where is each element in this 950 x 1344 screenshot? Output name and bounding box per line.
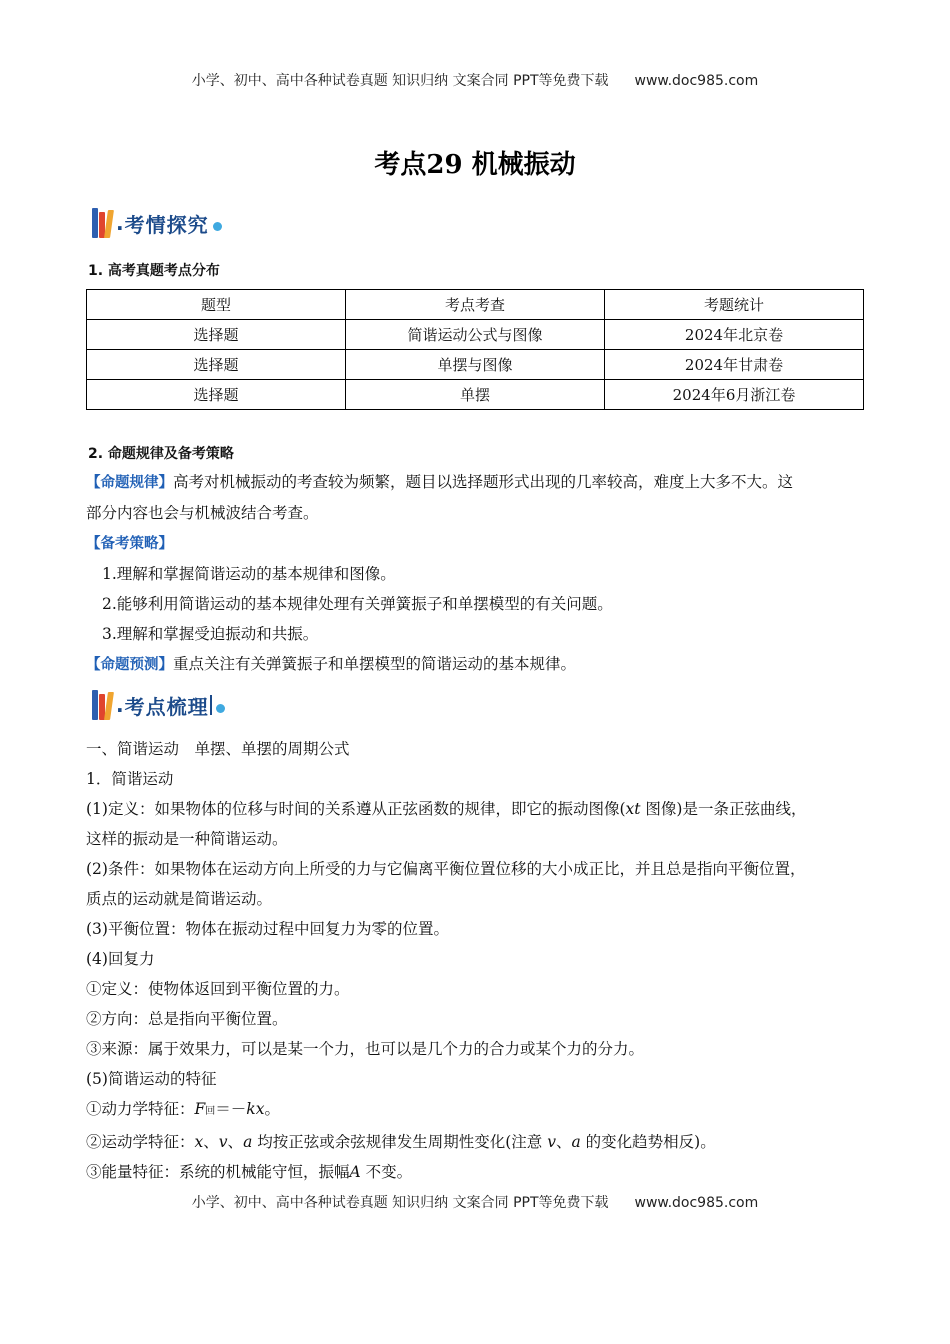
math-v: v [547,1133,556,1151]
table-cell: 单摆 [346,380,605,410]
table-cell: 选择题 [87,350,346,380]
table-row [87,380,864,410]
predict-line [86,649,866,680]
section-heading-1: 1. 高考真题考点分布 [88,263,220,279]
table-header-row [87,290,864,320]
content-line [86,794,866,824]
table-row [87,350,864,380]
content-line: ②方向：总是指向平衡位置。 [86,1010,288,1028]
page-footer [0,1192,950,1212]
text-run: 、 [227,1133,244,1151]
math-F: F [194,1100,206,1118]
text-run: ②运动学特征： [86,1133,195,1151]
content-line: (4)回复力 [86,950,155,968]
section-heading-2: 2. 命题规律及备考策略 [88,446,234,462]
footer-text: 小学、初中、高中各种试卷真题 知识归纳 文案合同 PPT等免费下载 [191,1195,609,1211]
table-cell: 选择题 [87,380,346,410]
banner-label: 考情探究 [124,212,209,237]
header-text: 小学、初中、高中各种试卷真题 知识归纳 文案合同 PPT等免费下载 [191,73,609,89]
content-line [86,1127,866,1157]
strategy-block [86,467,866,680]
column-header: 考题统计 [605,290,864,320]
strategy-item: 3.理解和掌握受迫振动和共振。 [102,625,319,643]
table-cell: 简谐运动公式与图像 [346,320,605,350]
content-line: ③来源：属于效果力，可以是某一个力，也可以是几个力的合力或某个力的分力。 [86,1040,645,1058]
text-cursor [210,695,212,715]
content-line: (2)条件：如果物体在运动方向上所受的力与它偏离平衡位置位移的大小成正比，并且总是指向平衡位置， [86,860,806,878]
banner-label: 考点梳理 [124,694,209,719]
text-run: 均按正弦或余弦规律发生周期性变化(注意 [252,1133,548,1151]
math-A: A [349,1163,361,1181]
column-header: 考点考查 [346,290,605,320]
column-header: 题型 [87,290,346,320]
strategy-tag: 【备考策略】 [86,536,173,552]
text-run: ①动力学特征： [86,1100,195,1118]
math-xt: xt [625,800,641,818]
text-run: ③能量特征：系统的机械能守恒，振幅 [86,1163,350,1181]
page-header [0,70,950,90]
math-subscript: 回 [205,1106,216,1117]
table-cell: 2024年6月浙江卷 [605,380,864,410]
predict-text: 重点关注有关弹簧振子和单摆模型的简谐运动的基本规律。 [173,655,577,673]
rule-line-2: 部分内容也会与机械波结合考查。 [86,504,319,522]
rule-tag: 【命题规律】 [86,475,173,491]
table-cell: 单摆与图像 [346,350,605,380]
footer-url[interactable]: www.doc985.com [634,1195,759,1211]
content-line: 这样的振动是一种简谐运动。 [86,830,288,848]
table-row [87,320,864,350]
table-cell: 2024年北京卷 [605,320,864,350]
math-a: a [571,1133,581,1151]
books-icon [92,690,113,720]
rule-text: 高考对机械振动的考查较为频繁，题目以选择题形式出现的几率较高，难度上大多不大。这 [173,473,794,491]
text-run: ＝－ [215,1100,247,1118]
exam-distribution-table [86,289,864,410]
text-run: 不变。 [360,1163,413,1181]
strategy-item: 2.能够利用简谐运动的基本规律处理有关弹簧振子和单摆模型的有关问题。 [102,595,613,613]
content-line [86,1094,866,1127]
dot-icon [213,222,222,231]
table-cell: 选择题 [87,320,346,350]
strategy-item: 1.理解和掌握简谐运动的基本规律和图像。 [102,565,396,583]
dot-icon [216,704,225,713]
text-run: (1)定义：如果物体的位移与时间的关系遵从正弦函数的规律，即它的振动图像( [86,800,626,818]
content-line: (5)简谐运动的特征 [86,1070,217,1088]
content-line: (3)平衡位置：物体在振动过程中回复力为零的位置。 [86,920,449,938]
predict-tag: 【命题预测】 [86,657,173,673]
text-run: 。 [264,1100,280,1118]
table-cell: 2024年甘肃卷 [605,350,864,380]
content-line [86,1157,866,1187]
rule-line-1 [86,467,866,498]
page-title: 考点29 机械振动 [374,150,576,180]
header-url[interactable]: www.doc985.com [634,73,759,89]
content-line: 一、简谐运动 单摆、单摆的周期公式 [86,740,350,758]
text-run: 图像)是一条正弦曲线， [640,800,807,818]
math-x: x [194,1133,204,1151]
content-line: 1．简谐运动 [86,770,174,788]
content-line: 质点的运动就是简谐运动。 [86,890,273,908]
math-v: v [218,1133,228,1151]
math-a: a [243,1133,253,1151]
text-run: 、 [555,1133,572,1151]
banner-knowledge-review: . 考点梳理 [92,688,225,722]
text-run: 、 [203,1133,219,1151]
math-kx: kx [246,1100,265,1118]
content-block [86,734,866,1187]
strategy-tag-line [86,528,866,559]
text-run: 的变化趋势相反)。 [580,1133,716,1151]
content-line: ①定义：使物体返回到平衡位置的力。 [86,980,350,998]
banner-exam-analysis: . 考情探究 [92,206,222,240]
books-icon [92,208,113,238]
